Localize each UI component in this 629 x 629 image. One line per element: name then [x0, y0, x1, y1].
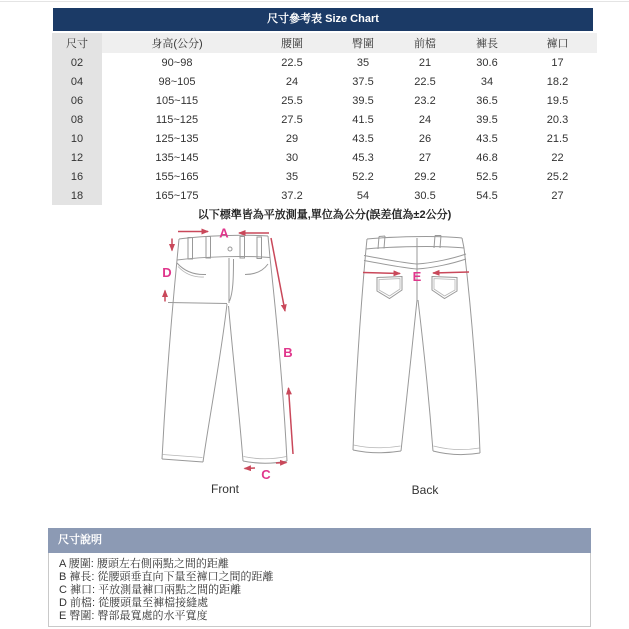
value-cell: 135~145 — [102, 148, 252, 167]
size-cell: 08 — [52, 110, 102, 129]
explanation-item: C 褲口: 平放測量褲口兩點之間的距離 — [59, 584, 242, 596]
measure-label-c: C — [261, 467, 271, 482]
back-view-label: Back — [411, 483, 439, 497]
explanation-item: D 前檔: 從腰頭量至褲檔接縫處 — [59, 597, 209, 609]
value-cell: 19.5 — [518, 91, 597, 110]
measure-e-arrow-right — [433, 272, 469, 273]
value-cell: 98~105 — [102, 72, 252, 91]
table-row — [52, 186, 597, 205]
value-cell: 90~98 — [102, 53, 252, 72]
value-cell: 155~165 — [102, 167, 252, 186]
value-cell: 45.3 — [332, 148, 394, 167]
value-cell: 46.8 — [456, 148, 518, 167]
table-row — [52, 91, 597, 110]
value-cell: 30.5 — [394, 186, 456, 205]
value-cell: 27.5 — [252, 110, 332, 129]
measure-c-arrow-left — [245, 468, 256, 469]
value-cell: 105~115 — [102, 91, 252, 110]
explanation-item: B 褲長: 從腰頭垂直向下量至褲口之間的距離 — [59, 571, 274, 583]
value-cell: 39.5 — [332, 91, 394, 110]
measure-e-arrow-left — [363, 273, 400, 274]
measurement-note: 以下標準皆為平放測量,單位為公分(誤差值為±2公分) — [197, 209, 452, 221]
table-row — [52, 167, 597, 186]
front-view-label: Front — [210, 482, 239, 496]
value-cell: 24 — [252, 72, 332, 91]
value-cell: 34 — [456, 72, 518, 91]
measure-label-b: B — [283, 345, 293, 360]
front-pants-diagram — [145, 227, 305, 482]
value-cell: 30 — [252, 148, 332, 167]
size-cell: 16 — [52, 167, 102, 186]
column-header: 褲長 — [456, 33, 518, 53]
value-cell: 115~125 — [102, 110, 252, 129]
table-body — [52, 53, 597, 205]
size-chart-table — [52, 33, 597, 205]
column-header: 臀圍 — [332, 33, 394, 53]
value-cell: 21.5 — [518, 129, 597, 148]
value-cell: 29 — [252, 129, 332, 148]
size-cell: 04 — [52, 72, 102, 91]
measure-b-arrow-top — [271, 238, 285, 311]
size-chart-title: 尺寸參考表 Size Chart — [267, 13, 379, 25]
value-cell: 35 — [252, 167, 332, 186]
explanation-item: A 腰圍: 腰頭左右側兩點之間的距離 — [59, 558, 229, 570]
belt-loop — [188, 238, 193, 260]
page-top-divider — [0, 1, 629, 2]
size-cell: 12 — [52, 148, 102, 167]
table-row — [52, 53, 597, 72]
value-cell: 20.3 — [518, 110, 597, 129]
value-cell: 29.2 — [394, 167, 456, 186]
size-explanation-title: 尺寸說明 — [58, 534, 102, 546]
size-cell: 06 — [52, 91, 102, 110]
measure-b-arrow-bottom — [289, 388, 294, 454]
value-cell: 24 — [394, 110, 456, 129]
size-cell: 18 — [52, 186, 102, 205]
size-cell: 10 — [52, 129, 102, 148]
explanation-list — [48, 553, 591, 627]
belt-loop — [240, 237, 245, 259]
column-header: 褲口 — [518, 33, 597, 53]
value-cell: 35 — [332, 53, 394, 72]
belt-loop — [206, 237, 211, 259]
value-cell: 22 — [518, 148, 597, 167]
back-pants-diagram — [348, 230, 488, 465]
table-row — [52, 148, 597, 167]
value-cell: 125~135 — [102, 129, 252, 148]
value-cell: 23.2 — [394, 91, 456, 110]
size-explanation-header — [48, 528, 591, 553]
value-cell: 43.5 — [456, 129, 518, 148]
column-header: 前檔 — [394, 33, 456, 53]
table-row — [52, 72, 597, 91]
value-cell: 22.5 — [252, 53, 332, 72]
explanation-item: E 臀圍: 臀部最寬處的水平寬度 — [59, 610, 208, 622]
column-header: 尺寸 — [52, 33, 102, 53]
value-cell: 37.2 — [252, 186, 332, 205]
value-cell: 17 — [518, 53, 597, 72]
measure-c-arrow-right — [276, 463, 287, 464]
value-cell: 30.6 — [456, 53, 518, 72]
value-cell: 27 — [518, 186, 597, 205]
value-cell: 37.5 — [332, 72, 394, 91]
value-cell: 39.5 — [456, 110, 518, 129]
value-cell: 41.5 — [332, 110, 394, 129]
size-explanation-panel — [48, 528, 591, 627]
table-row — [52, 110, 597, 129]
value-cell: 36.5 — [456, 91, 518, 110]
table-header-row — [52, 33, 597, 53]
waist-button — [228, 247, 232, 251]
belt-loop — [257, 237, 262, 259]
front-stitch-lines — [163, 267, 287, 459]
column-header: 腰圍 — [252, 33, 332, 53]
value-cell: 54.5 — [456, 186, 518, 205]
value-cell: 21 — [394, 53, 456, 72]
table-row — [52, 129, 597, 148]
size-cell: 02 — [52, 53, 102, 72]
column-header: 身高(公分) — [102, 33, 252, 53]
value-cell: 52.5 — [456, 167, 518, 186]
value-cell: 26 — [394, 129, 456, 148]
value-cell: 43.5 — [332, 129, 394, 148]
value-cell: 25.5 — [252, 91, 332, 110]
value-cell: 54 — [332, 186, 394, 205]
value-cell: 18.2 — [518, 72, 597, 91]
value-cell: 22.5 — [394, 72, 456, 91]
value-cell: 165~175 — [102, 186, 252, 205]
value-cell: 52.2 — [332, 167, 394, 186]
value-cell: 25.2 — [518, 167, 597, 186]
measure-label-d: D — [162, 265, 172, 280]
measure-label-a: A — [219, 225, 229, 241]
size-chart-title-bar — [53, 8, 593, 31]
value-cell: 27 — [394, 148, 456, 167]
measure-label-e: E — [412, 269, 422, 284]
